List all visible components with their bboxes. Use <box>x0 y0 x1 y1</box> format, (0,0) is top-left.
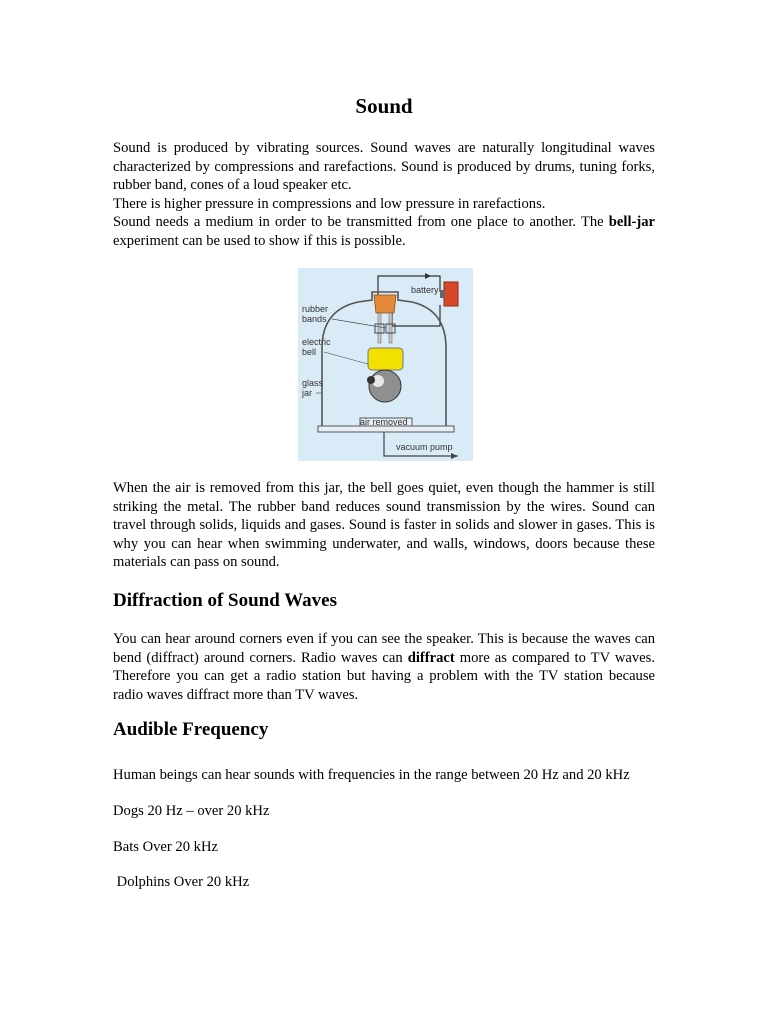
rod-left <box>378 313 381 343</box>
diffract-term: diffract <box>407 649 455 666</box>
electric-bell-label-2: bell <box>302 347 317 357</box>
bell-jar-illustration <box>298 268 473 461</box>
glass-jar-label-2: jar <box>302 388 313 398</box>
intro-line-2: There is higher pressure in compressions and low pressure in rarefactions. <box>113 195 546 212</box>
rubber-bands-label-1: rubber <box>302 304 329 314</box>
intro-line-3-end: experiment can be used to show if this is possible. <box>113 232 406 249</box>
wire-right <box>392 305 440 326</box>
dogs-range-text: Dogs 20 Hz – over 20 kHz <box>113 803 270 819</box>
intro-line-3 <box>113 213 655 250</box>
intro-paragraph <box>113 139 655 250</box>
electric-bell-icon <box>368 348 403 370</box>
electric-bell-pointer <box>324 352 368 364</box>
diffraction-heading: Diffraction of Sound Waves <box>113 590 337 611</box>
bell-dome-icon <box>369 370 401 402</box>
bell-jar-term: bell-jar <box>608 214 655 230</box>
cork-icon <box>374 295 396 313</box>
diffraction-paragraph <box>113 630 655 704</box>
bats-range-text: Bats Over 20 kHz <box>113 839 218 855</box>
glass-jar-label-1: glass <box>302 378 324 388</box>
battery-icon <box>444 282 458 306</box>
air-removed-label: air removed <box>360 417 408 427</box>
electric-bell-label-1: electric <box>302 337 331 347</box>
wire-arrow-icon <box>425 273 431 279</box>
diffraction-text-end: more as compared to TV waves. Therefore you can get a radio station but having a problem with the TV station because radio waves diffract more than TV waves. <box>113 649 655 703</box>
battery-label: battery <box>411 285 439 295</box>
diffraction-text-start: You can hear around corners even if you can see the speaker. This is because the waves can bend (diffract) around corners. Radio waves can <box>113 631 655 666</box>
pump-arrow-icon <box>451 453 458 459</box>
bell-jar-diagram <box>298 268 473 461</box>
rubber-bands-label-2: bands <box>302 314 327 324</box>
rod-right <box>389 313 392 343</box>
vacuum-pump-label: vacuum pump <box>396 442 453 452</box>
battery-terminal-icon <box>440 290 445 298</box>
hammer-icon <box>367 376 375 384</box>
intro-line-3-start: Sound needs a medium in order to be transmitted from one place to another. The <box>113 214 609 230</box>
dolphins-range-text: Dolphins Over 20 kHz <box>113 874 250 890</box>
page-title: Sound <box>355 94 413 118</box>
hearing-range-text: Human beings can hear sounds with frequencies in the range between 20 Hz and 20 kHz <box>113 767 630 783</box>
intro-line-1: Sound is produced by vibrating sources. Sound waves are naturally longitudinal waves characterized by compressions and rarefactions. Sound is produced by drums, tuning forks, rubber band, cones of a loud speaker etc. <box>113 140 655 193</box>
audible-heading: Audible Frequency <box>113 719 269 740</box>
after-figure-paragraph: When the air is removed from this jar, the bell goes quiet, even though the hammer is still striking the metal. The rubber band reduces sound transmission by the wires. Sound can travel through solids, liquids and gases. Sound is faster in solids and slower in gases. This is why you can hear when swimming underwater, and walls, windows, doors because these materials can pass on sound. <box>113 480 655 570</box>
